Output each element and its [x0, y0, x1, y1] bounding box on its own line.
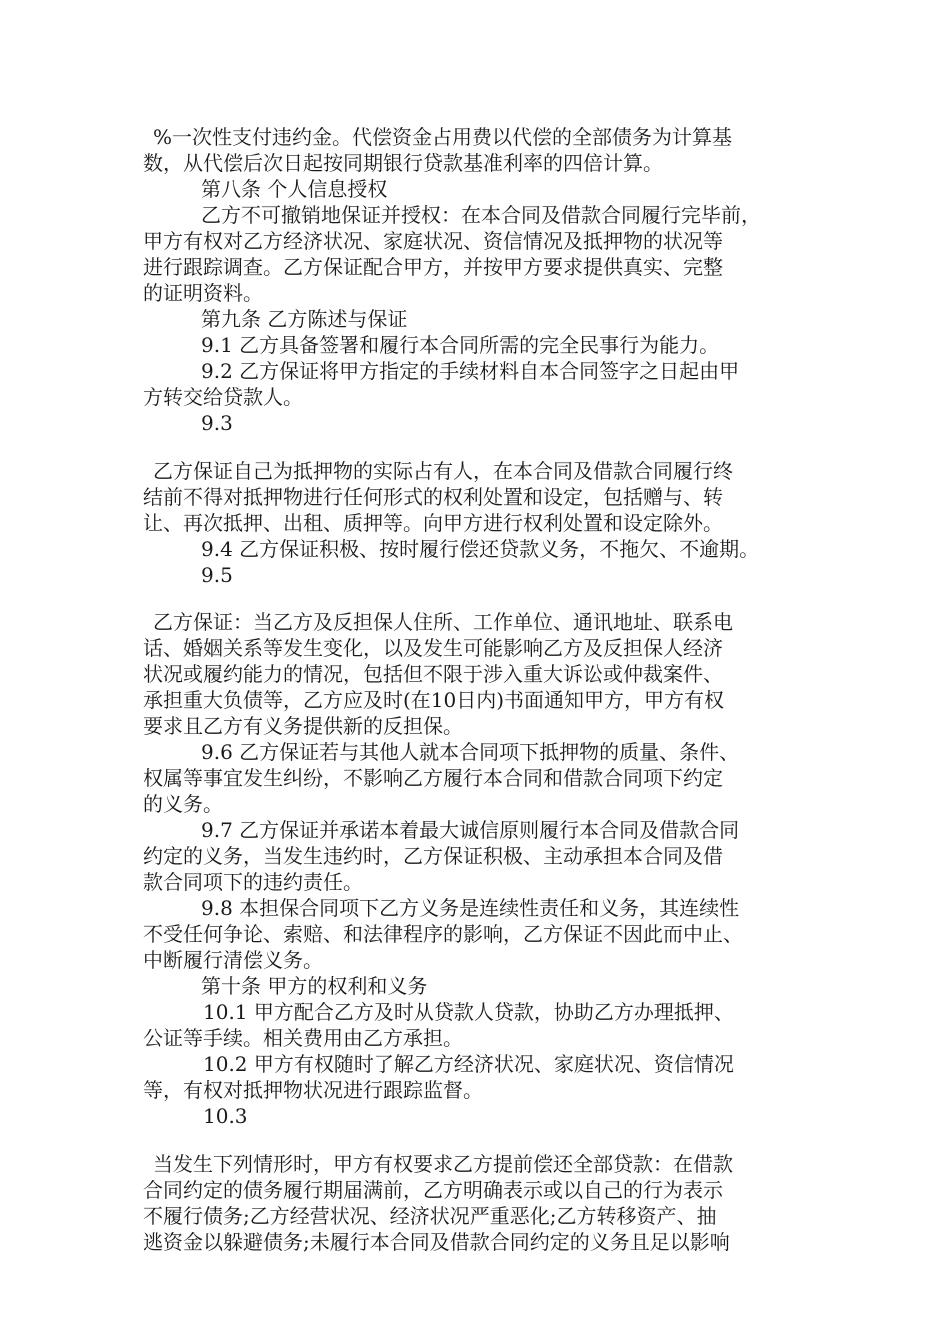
text-line: 9.2 乙方保证将甲方指定的手续材料自本合同签字之日起由甲	[201, 359, 740, 383]
text-line: 甲方有权对乙方经济状况、家庭状况、资信情况及抵押物的状况等	[143, 229, 723, 253]
text-line: 9.4 乙方保证积极、按时履行偿还贷款义务，不拖欠、不逾期。	[201, 537, 760, 561]
article-heading: 第十条 甲方的权利和义务	[201, 974, 428, 998]
text-line: 10.1 甲方配合乙方及时从贷款人贷款，协助乙方办理抵押、	[203, 1000, 734, 1024]
text-line: 约定的义务，当发生违约时，乙方保证积极、主动承担本合同及借	[143, 844, 723, 868]
text-line: 状况或履约能力的情况，包括但不限于涉入重大诉讼或仲裁案件、	[143, 662, 723, 686]
text-line: 款合同项下的违约责任。	[143, 870, 363, 894]
text-line: 等，有权对抵押物状况进行跟踪监督。	[143, 1078, 483, 1102]
text-line: 要求且乙方有义务提供新的反担保。	[143, 714, 463, 738]
text-line: 乙方保证：当乙方及反担保人住所、工作单位、通讯地址、联系电	[153, 610, 733, 634]
text-line: 承担重大负债等，乙方应及时(在10日内)书面通知甲方，甲方有权	[143, 688, 725, 712]
text-line: 让、再次抵押、出租、质押等。向甲方进行权利处置和设定除外。	[143, 511, 723, 535]
text-line: 9.8 本担保合同项下乙方义务是连续性责任和义务，其连续性	[201, 896, 740, 920]
clause-number: 10.3	[203, 1104, 248, 1128]
clause-number: 9.3	[201, 411, 233, 435]
text-line: 权属等事宜发生纠纷，不影响乙方履行本合同和借款合同项下约定	[143, 766, 723, 790]
text-line: 不履行债务;乙方经营状况、经济状况严重恶化;乙方转移资产、抽	[143, 1204, 717, 1228]
text-line: 合同约定的债务履行期届满前，乙方明确表示或以自己的行为表示	[143, 1178, 723, 1202]
article-heading: 第九条 乙方陈述与保证	[201, 307, 408, 331]
text-line: 当发生下列情形时，甲方有权要求乙方提前偿还全部贷款：在借款	[153, 1152, 733, 1176]
text-line: 的证明资料。	[143, 281, 263, 305]
text-line: 9.6 乙方保证若与其他人就本合同项下抵押物的质量、条件、	[201, 740, 740, 764]
text-line: 9.7 乙方保证并承诺本着最大诚信原则履行本合同及借款合同	[201, 818, 740, 842]
text-line: 中断履行清偿义务。	[143, 948, 323, 972]
text-line: 进行跟踪调查。乙方保证配合甲方，并按甲方要求提供真实、完整	[143, 255, 723, 279]
text-line: 话、婚姻关系等发生变化，以及发生可能影响乙方及反担保人经济	[143, 636, 723, 660]
article-heading: 第八条 个人信息授权	[201, 177, 388, 201]
text-line: 逃资金以躲避债务;未履行本合同及借款合同约定的义务且足以影响	[143, 1230, 730, 1254]
text-line: 的义务。	[143, 792, 223, 816]
text-line: %一次性支付违约金。代偿资金占用费以代偿的全部债务为计算基	[153, 125, 733, 149]
text-line: 9.1 乙方具备签署和履行本合同所需的完全民事行为能力。	[201, 333, 720, 357]
text-line: 10.2 甲方有权随时了解乙方经济状况、家庭状况、资信情况	[203, 1052, 734, 1076]
text-line: 公证等手续。相关费用由乙方承担。	[143, 1026, 463, 1050]
clause-number: 9.5	[201, 563, 233, 587]
text-line: 不受任何争论、索赔、和法律程序的影响，乙方保证不因此而中止、	[143, 922, 743, 946]
text-line: 方转交给贷款人。	[143, 385, 303, 409]
text-line: 乙方不可撤销地保证并授权：在本合同及借款合同履行完毕前，	[201, 203, 761, 227]
text-line: 乙方保证自己为抵押物的实际占有人，在本合同及借款合同履行终	[153, 459, 733, 483]
text-line: 结前不得对抵押物进行任何形式的权利处置和设定，包括赠与、转	[143, 485, 723, 509]
text-line: 数，从代偿后次日起按同期银行贷款基准利率的四倍计算。	[143, 151, 663, 175]
